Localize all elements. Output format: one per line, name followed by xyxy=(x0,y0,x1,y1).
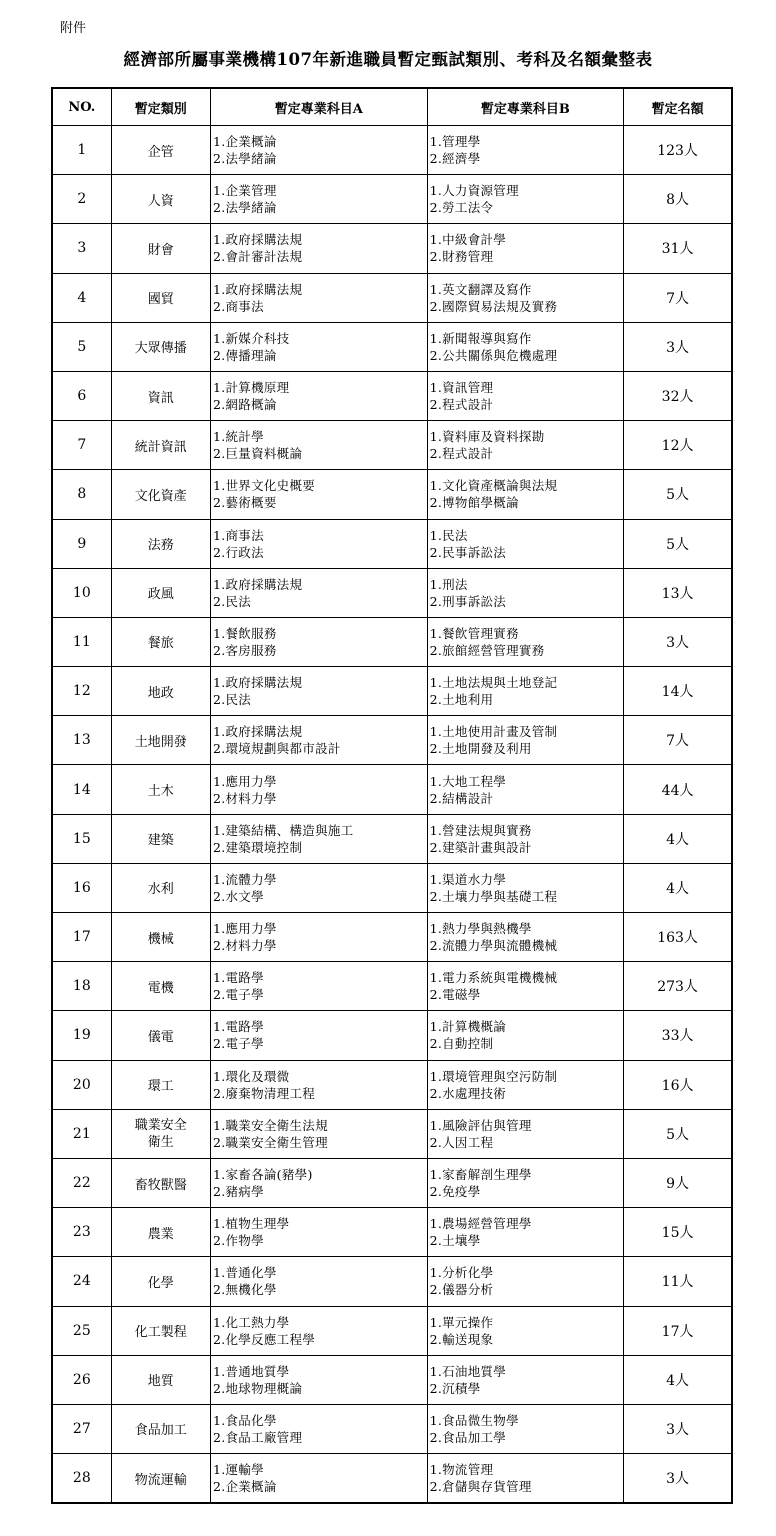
row-quota: 123人 xyxy=(624,126,732,175)
subject-a-1: 1.政府採購法規 xyxy=(212,232,303,248)
row-subject-b xyxy=(427,1306,624,1355)
subject-b-1: 1.家畜解剖生理學 xyxy=(429,1167,532,1183)
row-subject-a xyxy=(210,1109,427,1158)
subject-a-1: 1.政府採購法規 xyxy=(212,675,303,691)
row-number: 12 xyxy=(52,667,111,716)
subject-a-2: 2.無機化學 xyxy=(212,1282,277,1298)
subject-a-1: 1.植物生理學 xyxy=(212,1216,290,1232)
row-subject-a xyxy=(210,421,427,470)
table-row xyxy=(52,1158,732,1207)
row-category: 人資 xyxy=(111,175,210,224)
subject-b-1: 1.英文翻譯及寫作 xyxy=(429,281,532,297)
row-subject-a xyxy=(210,273,427,322)
row-subject-a xyxy=(210,1355,427,1404)
table-row xyxy=(52,1404,732,1453)
row-quota: 32人 xyxy=(624,371,732,420)
row-subject-a xyxy=(210,667,427,716)
row-subject-b xyxy=(427,273,624,322)
row-number: 21 xyxy=(52,1109,111,1158)
row-subject-b xyxy=(427,1158,624,1207)
subject-b-2: 2.旅館經營管理實務 xyxy=(429,642,545,658)
table-row xyxy=(52,814,732,863)
row-quota: 17人 xyxy=(624,1306,732,1355)
subject-a-2: 2.客房服務 xyxy=(212,642,277,658)
row-subject-a xyxy=(210,1454,427,1504)
row-subject-b xyxy=(427,371,624,420)
header-subject-a: 暫定專業科目A xyxy=(210,88,427,126)
row-quota: 3人 xyxy=(624,1454,732,1504)
subject-b-2: 2.自動控制 xyxy=(429,1036,494,1052)
row-subject-a xyxy=(210,716,427,765)
table-row xyxy=(52,765,732,814)
subject-b-1: 1.刑法 xyxy=(429,576,468,592)
subject-a-1: 1.新媒介科技 xyxy=(212,330,290,346)
subject-b-2: 2.免疫學 xyxy=(429,1184,481,1200)
subject-b-2: 2.土地開發及利用 xyxy=(429,741,532,757)
table-row xyxy=(52,1109,732,1158)
row-number: 13 xyxy=(52,716,111,765)
row-subject-a xyxy=(210,1060,427,1109)
subject-b-1: 1.單元操作 xyxy=(429,1314,494,1330)
subject-a-2: 2.材料力學 xyxy=(212,790,277,806)
row-subject-a xyxy=(210,1306,427,1355)
row-number: 4 xyxy=(52,273,111,322)
subject-a-1: 1.普通地質學 xyxy=(212,1363,290,1379)
row-category: 地質 xyxy=(111,1355,210,1404)
row-subject-b xyxy=(427,913,624,962)
subject-a-2: 2.食品工廠管理 xyxy=(212,1429,303,1445)
subject-b-1: 1.中級會計學 xyxy=(429,232,507,248)
subject-b-2: 2.土地利用 xyxy=(429,692,494,708)
subject-b-2: 2.人因工程 xyxy=(429,1134,494,1150)
row-subject-a xyxy=(210,322,427,371)
subject-b-2: 2.土壤力學與基礎工程 xyxy=(429,888,558,904)
row-number: 22 xyxy=(52,1158,111,1207)
subject-a-2: 2.藝術概要 xyxy=(212,495,277,511)
subject-b-1: 1.管理學 xyxy=(429,134,481,150)
subject-b-2: 2.財務管理 xyxy=(429,249,494,265)
row-number: 28 xyxy=(52,1454,111,1504)
row-subject-a xyxy=(210,126,427,175)
row-subject-b xyxy=(427,519,624,568)
row-quota: 3人 xyxy=(624,1404,732,1453)
row-subject-a xyxy=(210,1208,427,1257)
table-row xyxy=(52,863,732,912)
row-subject-b xyxy=(427,322,624,371)
page-title: 經濟部所屬事業機構107年新進職員暫定甄試類別、考科及名額彙整表 xyxy=(123,50,653,69)
row-category: 政風 xyxy=(111,568,210,617)
subject-a-2: 2.電子學 xyxy=(212,1036,264,1052)
row-quota: 163人 xyxy=(624,913,732,962)
row-number: 26 xyxy=(52,1355,111,1404)
row-number: 14 xyxy=(52,765,111,814)
row-number: 15 xyxy=(52,814,111,863)
subject-a-2: 2.環境規劃與都市設計 xyxy=(212,741,341,757)
row-category: 統計資訊 xyxy=(111,421,210,470)
row-subject-a xyxy=(210,224,427,273)
subject-a-2: 2.法學緒論 xyxy=(212,200,277,216)
table-row xyxy=(52,421,732,470)
row-category: 大眾傳播 xyxy=(111,322,210,371)
subject-a-1: 1.餐飲服務 xyxy=(212,625,277,641)
subject-b-1: 1.土地使用計畫及管制 xyxy=(429,724,558,740)
header-category: 暫定類別 xyxy=(111,88,210,126)
row-category: 餐旅 xyxy=(111,617,210,666)
row-number: 11 xyxy=(52,617,111,666)
row-category: 土地開發 xyxy=(111,716,210,765)
subject-a-1: 1.商事法 xyxy=(212,527,264,543)
subject-b-2: 2.建築計畫與設計 xyxy=(429,839,532,855)
table-row xyxy=(52,962,732,1011)
row-quota: 12人 xyxy=(624,421,732,470)
row-subject-b xyxy=(427,1257,624,1306)
table-row xyxy=(52,126,732,175)
row-subject-b xyxy=(427,1404,624,1453)
row-subject-b xyxy=(427,1355,624,1404)
row-quota: 3人 xyxy=(624,322,732,371)
subject-a-1: 1.政府採購法規 xyxy=(212,576,303,592)
subject-b-1: 1.大地工程學 xyxy=(429,773,507,789)
subject-a-2: 2.豬病學 xyxy=(212,1184,264,1200)
row-quota: 13人 xyxy=(624,568,732,617)
subject-a-1: 1.電路學 xyxy=(212,1019,264,1035)
subject-a-2: 2.企業概論 xyxy=(212,1479,277,1495)
table-row xyxy=(52,568,732,617)
row-subject-a xyxy=(210,1158,427,1207)
table-row xyxy=(52,322,732,371)
category-line-1: 職業安全 xyxy=(134,1117,187,1133)
row-quota: 8人 xyxy=(624,175,732,224)
subject-b-1: 1.餐飲管理實務 xyxy=(429,625,519,641)
table-row xyxy=(52,519,732,568)
row-category: 建築 xyxy=(111,814,210,863)
row-number: 20 xyxy=(52,1060,111,1109)
subject-a-2: 2.地球物理概論 xyxy=(212,1380,303,1396)
row-category: 食品加工 xyxy=(111,1404,210,1453)
row-category: 化學 xyxy=(111,1257,210,1306)
subject-b-1: 1.計算機概論 xyxy=(429,1019,507,1035)
row-quota: 31人 xyxy=(624,224,732,273)
subject-a-2: 2.職業安全衛生管理 xyxy=(212,1134,328,1150)
row-number: 19 xyxy=(52,1011,111,1060)
row-subject-a xyxy=(210,519,427,568)
subject-a-1: 1.流體力學 xyxy=(212,871,277,887)
row-number: 5 xyxy=(52,322,111,371)
row-category: 化工製程 xyxy=(111,1306,210,1355)
row-subject-b xyxy=(427,667,624,716)
subject-a-1: 1.化工熱力學 xyxy=(212,1314,290,1330)
subject-b-1: 1.物流管理 xyxy=(429,1462,494,1478)
row-quota: 33人 xyxy=(624,1011,732,1060)
subject-a-1: 1.政府採購法規 xyxy=(212,724,303,740)
subject-b-1: 1.熱力學與熱機學 xyxy=(429,921,532,937)
row-subject-a xyxy=(210,371,427,420)
row-subject-b xyxy=(427,126,624,175)
table-row xyxy=(52,470,732,519)
table-row xyxy=(52,1208,732,1257)
subject-b-1: 1.資料庫及資料探勘 xyxy=(429,429,545,445)
subject-b-2: 2.公共關係與危機處理 xyxy=(429,347,558,363)
subject-a-2: 2.民法 xyxy=(212,593,252,609)
row-subject-b xyxy=(427,1011,624,1060)
subject-b-2: 2.刑事訴訟法 xyxy=(429,593,507,609)
subject-b-1: 1.食品微生物學 xyxy=(429,1412,519,1428)
row-category: 企管 xyxy=(111,126,210,175)
subject-a-2: 2.水文學 xyxy=(212,888,264,904)
row-category: 電機 xyxy=(111,962,210,1011)
table-row xyxy=(52,617,732,666)
subject-b-2: 2.食品加工學 xyxy=(429,1429,507,1445)
subject-a-2: 2.網路概論 xyxy=(212,397,277,413)
table-header-row xyxy=(52,88,732,126)
row-subject-b xyxy=(427,1060,624,1109)
subject-b-2: 2.沉積學 xyxy=(429,1380,481,1396)
subject-b-2: 2.經濟學 xyxy=(429,151,481,167)
row-number: 2 xyxy=(52,175,111,224)
subject-b-1: 1.新聞報導與寫作 xyxy=(429,330,532,346)
row-subject-b xyxy=(427,962,624,1011)
row-subject-b xyxy=(427,814,624,863)
row-number: 16 xyxy=(52,863,111,912)
row-number: 10 xyxy=(52,568,111,617)
row-number: 9 xyxy=(52,519,111,568)
subject-a-2: 2.法學緒論 xyxy=(212,151,277,167)
row-subject-b xyxy=(427,224,624,273)
subject-b-2: 2.儀器分析 xyxy=(429,1282,494,1298)
row-category: 物流運輸 xyxy=(111,1454,210,1504)
row-category: 機械 xyxy=(111,913,210,962)
row-subject-a xyxy=(210,1257,427,1306)
subject-a-1: 1.運輸學 xyxy=(212,1462,264,1478)
row-number: 3 xyxy=(52,224,111,273)
row-quota: 5人 xyxy=(624,470,732,519)
subject-a-1: 1.應用力學 xyxy=(212,921,277,937)
table-body xyxy=(52,126,732,1504)
table-row xyxy=(52,716,732,765)
row-category: 環工 xyxy=(111,1060,210,1109)
row-quota: 5人 xyxy=(624,1109,732,1158)
subject-a-1: 1.企業概論 xyxy=(212,134,277,150)
row-number: 25 xyxy=(52,1306,111,1355)
subject-a-2: 2.電子學 xyxy=(212,987,264,1003)
row-quota: 4人 xyxy=(624,863,732,912)
row-quota: 44人 xyxy=(624,765,732,814)
subject-a-2: 2.廢棄物清理工程 xyxy=(212,1085,316,1101)
subject-b-1: 1.農場經營管理學 xyxy=(429,1216,532,1232)
row-category: 文化資產 xyxy=(111,470,210,519)
subject-b-1: 1.分析化學 xyxy=(429,1265,494,1281)
subject-b-2: 2.民事訴訟法 xyxy=(429,544,507,560)
subject-a-1: 1.世界文化史概要 xyxy=(212,478,316,494)
row-subject-b xyxy=(427,716,624,765)
subject-b-1: 1.電力系統與電機機械 xyxy=(429,970,558,986)
subject-a-1: 1.企業管理 xyxy=(212,183,277,199)
subject-b-2: 2.倉儲與存貨管理 xyxy=(429,1479,532,1495)
row-category: 水利 xyxy=(111,863,210,912)
row-category: 畜牧獸醫 xyxy=(111,1158,210,1207)
row-subject-a xyxy=(210,913,427,962)
subject-b-2: 2.程式設計 xyxy=(429,397,494,413)
table-row xyxy=(52,1060,732,1109)
row-subject-a xyxy=(210,765,427,814)
table-row xyxy=(52,273,732,322)
row-quota: 14人 xyxy=(624,667,732,716)
row-quota: 9人 xyxy=(624,1158,732,1207)
subject-a-2: 2.材料力學 xyxy=(212,938,277,954)
row-subject-b xyxy=(427,765,624,814)
row-subject-b xyxy=(427,568,624,617)
row-subject-b xyxy=(427,1109,624,1158)
row-subject-b xyxy=(427,470,624,519)
row-subject-a xyxy=(210,1404,427,1453)
subject-a-2: 2.建築環境控制 xyxy=(212,839,303,855)
row-subject-a xyxy=(210,617,427,666)
subject-b-2: 2.國際貿易法規及實務 xyxy=(429,298,558,314)
subject-b-2: 2.流體力學與流體機械 xyxy=(429,938,558,954)
row-quota: 7人 xyxy=(624,273,732,322)
row-subject-b xyxy=(427,617,624,666)
subject-b-2: 2.輸送現象 xyxy=(429,1331,494,1347)
row-quota: 16人 xyxy=(624,1060,732,1109)
exam-table xyxy=(51,87,733,1504)
row-subject-a xyxy=(210,470,427,519)
table-row xyxy=(52,224,732,273)
subject-a-2: 2.化學反應工程學 xyxy=(212,1331,316,1347)
row-quota: 5人 xyxy=(624,519,732,568)
subject-b-1: 1.營建法規與實務 xyxy=(429,822,532,838)
row-quota: 11人 xyxy=(624,1257,732,1306)
subject-a-1: 1.普通化學 xyxy=(212,1265,277,1281)
row-subject-b xyxy=(427,863,624,912)
subject-b-2: 2.勞工法令 xyxy=(429,200,494,216)
row-category xyxy=(111,1109,210,1158)
row-subject-b xyxy=(427,421,624,470)
row-number: 27 xyxy=(52,1404,111,1453)
subject-b-2: 2.博物館學概論 xyxy=(429,495,519,511)
subject-b-1: 1.渠道水力學 xyxy=(429,871,507,887)
row-category: 農業 xyxy=(111,1208,210,1257)
row-category: 財會 xyxy=(111,224,210,273)
subject-b-1: 1.人力資源管理 xyxy=(429,183,519,199)
row-quota: 4人 xyxy=(624,1355,732,1404)
row-category: 地政 xyxy=(111,667,210,716)
subject-b-1: 1.資訊管理 xyxy=(429,380,494,396)
subject-a-1: 1.計算機原理 xyxy=(212,380,290,396)
subject-a-2: 2.民法 xyxy=(212,692,252,708)
subject-b-2: 2.電磁學 xyxy=(429,987,481,1003)
row-subject-a xyxy=(210,1011,427,1060)
row-category: 法務 xyxy=(111,519,210,568)
subject-b-2: 2.水處理技術 xyxy=(429,1085,507,1101)
subject-a-1: 1.電路學 xyxy=(212,970,264,986)
header-no: NO. xyxy=(52,88,111,126)
subject-a-2: 2.巨量資料概論 xyxy=(212,446,303,462)
subject-b-1: 1.文化資產概論與法規 xyxy=(429,478,558,494)
row-quota: 273人 xyxy=(624,962,732,1011)
row-quota: 3人 xyxy=(624,617,732,666)
row-number: 24 xyxy=(52,1257,111,1306)
table-row xyxy=(52,1257,732,1306)
table-row xyxy=(52,1306,732,1355)
row-subject-b xyxy=(427,175,624,224)
subject-a-2: 2.行政法 xyxy=(212,544,264,560)
row-subject-a xyxy=(210,863,427,912)
subject-b-1: 1.民法 xyxy=(429,527,468,543)
table-row xyxy=(52,371,732,420)
subject-a-2: 2.傳播理論 xyxy=(212,347,277,363)
row-number: 1 xyxy=(52,126,111,175)
header-quota: 暫定名額 xyxy=(624,88,732,126)
subject-b-1: 1.環境管理與空污防制 xyxy=(429,1068,558,1084)
subject-a-2: 2.會計審計法規 xyxy=(212,249,303,265)
row-category: 國貿 xyxy=(111,273,210,322)
subject-a-2: 2.商事法 xyxy=(212,298,264,314)
row-subject-a xyxy=(210,962,427,1011)
row-number: 6 xyxy=(52,371,111,420)
subject-b-1: 1.風險評估與管理 xyxy=(429,1117,532,1133)
subject-a-1: 1.應用力學 xyxy=(212,773,277,789)
subject-b-1: 1.石油地質學 xyxy=(429,1363,507,1379)
subject-a-1: 1.職業安全衛生法規 xyxy=(212,1117,328,1133)
row-category: 土木 xyxy=(111,765,210,814)
subject-b-2: 2.結構設計 xyxy=(429,790,494,806)
row-category: 儀電 xyxy=(111,1011,210,1060)
row-category: 資訊 xyxy=(111,371,210,420)
row-quota: 4人 xyxy=(624,814,732,863)
table-row xyxy=(52,667,732,716)
row-number: 7 xyxy=(52,421,111,470)
row-number: 8 xyxy=(52,470,111,519)
table-row xyxy=(52,1011,732,1060)
table-row xyxy=(52,1355,732,1404)
subject-b-1: 1.土地法規與土地登記 xyxy=(429,675,558,691)
subject-a-1: 1.建築結構、構造與施工 xyxy=(212,822,354,838)
row-quota: 15人 xyxy=(624,1208,732,1257)
row-subject-a xyxy=(210,568,427,617)
row-subject-b xyxy=(427,1208,624,1257)
category-line-2: 衛生 xyxy=(147,1134,174,1150)
subject-a-1: 1.家畜各論(豬學) xyxy=(212,1167,313,1183)
subject-a-1: 1.食品化學 xyxy=(212,1412,277,1428)
subject-a-1: 1.環化及環微 xyxy=(212,1068,290,1084)
subject-a-1: 1.政府採購法規 xyxy=(212,281,303,297)
table-row xyxy=(52,1454,732,1504)
row-subject-a xyxy=(210,814,427,863)
row-subject-a xyxy=(210,175,427,224)
row-number: 18 xyxy=(52,962,111,1011)
header-subject-b: 暫定專業科目B xyxy=(427,88,624,126)
subject-b-2: 2.土壤學 xyxy=(429,1233,481,1249)
row-quota: 7人 xyxy=(624,716,732,765)
subject-b-2: 2.程式設計 xyxy=(429,446,494,462)
attachment-label: 附件 xyxy=(60,21,87,36)
row-number: 17 xyxy=(52,913,111,962)
subject-a-1: 1.統計學 xyxy=(212,429,264,445)
table-row xyxy=(52,175,732,224)
row-subject-b xyxy=(427,1454,624,1504)
row-number: 23 xyxy=(52,1208,111,1257)
table-row xyxy=(52,913,732,962)
subject-a-2: 2.作物學 xyxy=(212,1233,264,1249)
